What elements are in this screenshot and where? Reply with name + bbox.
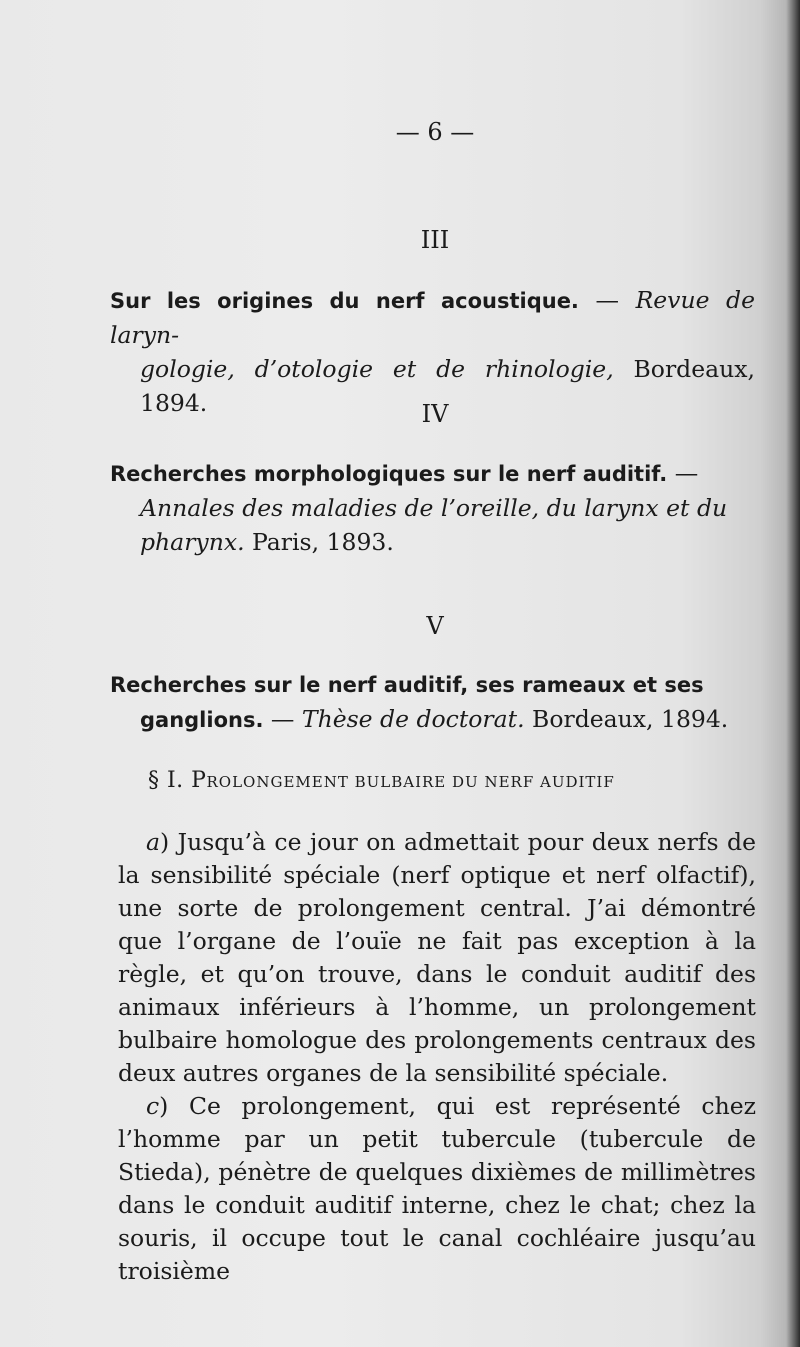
paragraph-c	[118, 1090, 756, 1288]
entry-title: Recherches morphologiques sur le nerf auditif.	[110, 462, 668, 486]
entry-place-date: Bordeaux, 1894.	[140, 355, 755, 417]
subsection-title: ROLONGEMENT BULBAIRE DU NERF AUDITIF	[206, 773, 615, 791]
entry-journal-continued: gologie, d’otologie et de rhinologie,	[140, 355, 614, 383]
paragraph-text: ) Jusqu’à ce jour on admettait pour deux nerfs de la sensibilité spéciale (nerf optique et nerf olfactif), une sorte de prolongement central. J’ai démontré que l’organe de l’ouïe ne fait pas exception à la règle, et qu’on trouve, dans le conduit auditif des animaux inférieurs à l’homme, un prolongement bulbaire homologue des prolongements centraux des deux autres organes de la sensibilité spéciale.	[118, 828, 756, 1087]
paragraph-label: c	[146, 1092, 160, 1120]
entry-title: Recherches sur le nerf auditif, ses rameaux et ses	[110, 673, 704, 697]
paragraph-text: ) Ce prolongement, qui est représenté chez l’homme par un petit tubercule (tubercule de Stieda), pénètre de quelques dixièmes de millimètres dans le conduit auditif interne, chez le chat; chez la souris, il occupe tout le canal cochléaire jusqu’au troisième	[118, 1092, 756, 1285]
entry-title-continued: ganglions.	[140, 708, 264, 732]
entry-journal-continued: pharynx.	[140, 528, 245, 556]
section-numeral-v: V	[426, 612, 444, 640]
entry-separator: —	[263, 705, 302, 733]
page-edge-shadow	[786, 0, 800, 1347]
section-numeral-iii: III	[420, 226, 450, 254]
entry-line-2	[110, 702, 755, 737]
subsection-prefix: § I. P	[148, 768, 207, 793]
entry-separator: —	[578, 286, 636, 314]
paragraph-label: a	[146, 828, 161, 856]
paragraph-a	[118, 826, 756, 1090]
entry-place-date: Paris, 1893.	[244, 528, 394, 556]
page-number: — 6 —	[395, 118, 475, 146]
entry-title: Sur les origines du nerf acoustique.	[110, 289, 579, 313]
body-text	[118, 826, 756, 1288]
entry-separator: —	[667, 459, 699, 487]
subsection-heading	[148, 768, 615, 793]
entry-journal: Annales des maladies de l’oreille, du larynx et du	[140, 494, 728, 522]
bibliography-entry-iv	[110, 456, 755, 559]
entry-place-date: Bordeaux, 1894.	[524, 705, 729, 733]
section-numeral-iv: IV	[421, 400, 449, 428]
entry-line-3	[110, 525, 755, 559]
entry-journal: Revue de laryn-	[110, 286, 755, 349]
entry-journal: Thèse de doctorat.	[301, 705, 525, 733]
bibliography-entry-v	[110, 667, 755, 737]
